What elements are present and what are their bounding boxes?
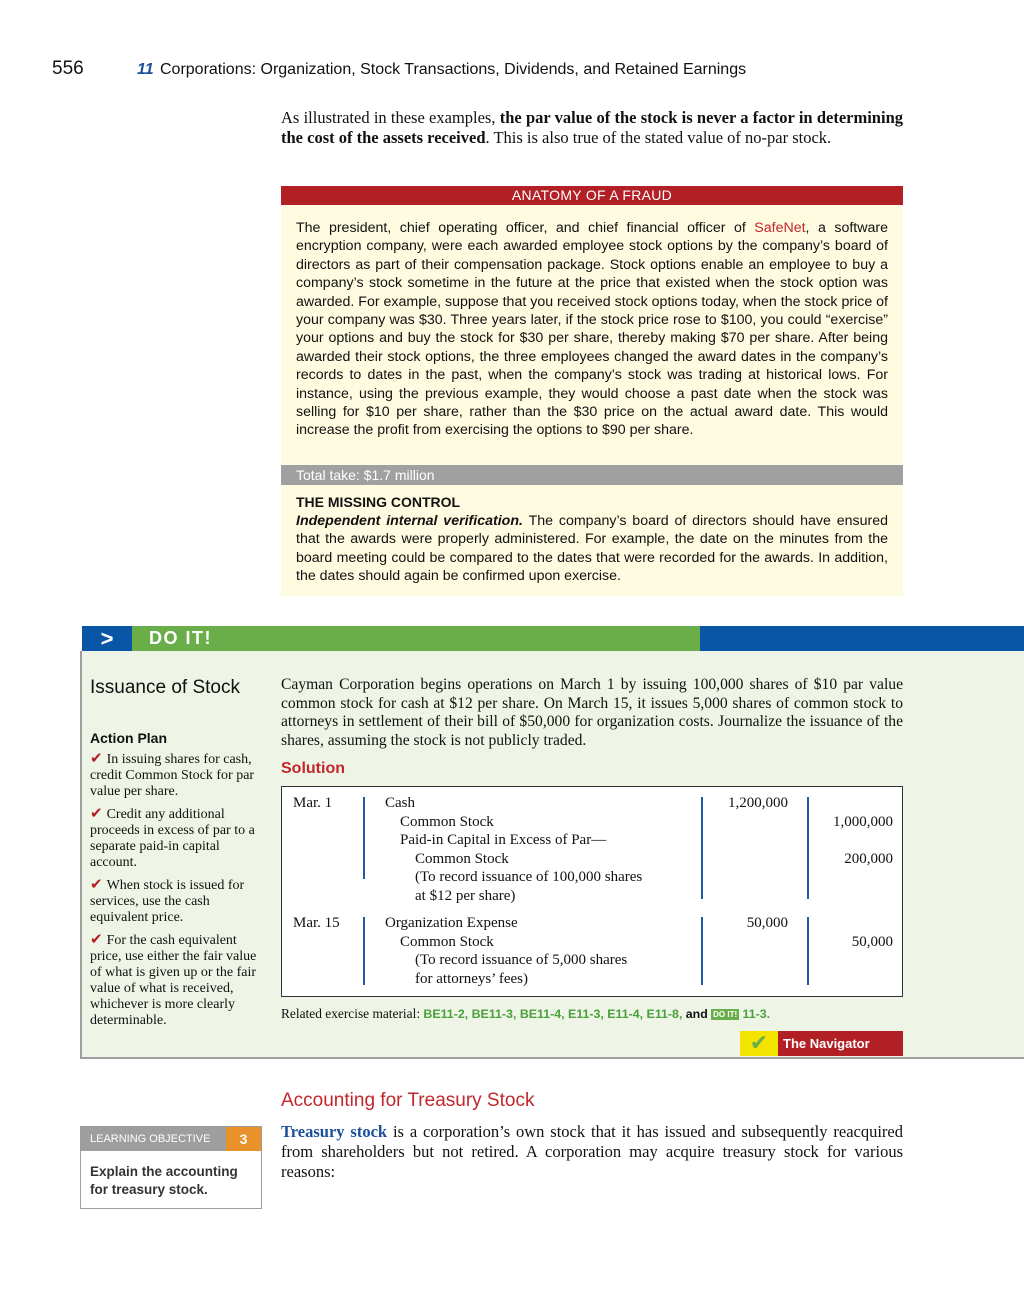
fraud-text	[296, 219, 888, 440]
learning-objective-number: 3	[226, 1127, 261, 1151]
navigator-label: The Navigator	[783, 1036, 870, 1051]
chevron-right-icon: >	[82, 626, 132, 651]
action-plan-list	[90, 750, 270, 1034]
journal-credit: 50,000	[851, 934, 893, 950]
intro-lead: As illustrated in these examples,	[281, 108, 500, 127]
related-last-item[interactable]: 11-3.	[742, 1007, 771, 1021]
fraud-text-after: , a software encryption company, were each awarded employee stock options by the company’s board of directors as part of their compensation package. Stock options enable an employee to buy a company’s stock sometime in the future at the price that existed when the stock option was awarded. For example, suppose that you received stock options today, when the stock price of your company was $30. Three years later, if the stock price rose to $100, you could “exercise” your options and buy the stock for $30 per share, thereby making $70 per share. After being awarded their stock options, the three employees changed the award dates in the company’s records to dates in the past, when the company’s stock was trading at historical lows. For instance, using the previous example, they would choose a past date when the stock was selling for $10 per share, rather than the $30 price on the actual award date. This would increase the profit from exercising the options to $90 per share.	[296, 220, 888, 439]
treasury-text: is a corporation’s own stock that it has issued and subsequently reacquired from shareholders but not retired. A corporation may acquire treasury stock for various reasons:	[281, 1122, 903, 1181]
check-icon: ✔	[90, 804, 103, 822]
related-exercises	[281, 1006, 770, 1022]
action-plan-text: For the cash equivalent price, use either the fair value of what is given up or the fair value of what is received, whichever is more clearly determinable.	[90, 933, 257, 1028]
journal-debit: 50,000	[746, 915, 788, 931]
action-plan-item	[90, 931, 270, 1029]
learning-objective-text: Explain the accounting for treasury stock.	[90, 1164, 238, 1197]
journal-account: Common Stock	[415, 851, 509, 867]
journal-account: Paid-in Capital in Excess of Par—	[400, 832, 607, 848]
action-plan-title: Action Plan	[90, 730, 168, 746]
journal-explanation: at $12 per share)	[415, 888, 516, 904]
journal-account: Common Stock	[400, 814, 494, 830]
related-and: and	[685, 1007, 708, 1021]
check-icon: ✔	[740, 1031, 778, 1056]
section-heading: Accounting for Treasury Stock	[281, 1090, 535, 1111]
journal-explanation: (To record issuance of 100,000 shares	[415, 869, 643, 885]
missing-control-text	[296, 512, 888, 586]
check-icon: ✔	[90, 875, 103, 893]
fraud-company-name: SafeNet	[754, 220, 806, 236]
missing-control-body: The company’s board of directors should have ensured that the awards were properly administered. For example, the date on the minutes from the board meeting could be compared to the dates that were recorded for the awards. In addition, the dates should again be confirmed upon exercise.	[296, 513, 888, 585]
journal-rule	[807, 917, 809, 985]
solution-label: Solution	[281, 760, 345, 777]
action-plan-text: When stock is issued for services, use the cash equivalent price.	[90, 878, 245, 925]
problem-statement: Cayman Corporation begins operations on March 1 by issuing 100,000 shares of $10 par value common stock for cash at $12 per share. On March 15, it issues 5,000 shares of common stock to attorneys in settlement of their bill of $50,000 for organization costs. Journalize the issuance of the shares, assuming the stock is not publicly traded.	[281, 676, 903, 749]
journal-entry-table	[281, 786, 903, 997]
journal-debit: 1,200,000	[728, 795, 788, 811]
do-it-bar-extension	[700, 626, 1024, 651]
total-take-text: Total take: $1.7 million	[296, 467, 435, 483]
page-number: 556	[52, 58, 84, 79]
treasury-paragraph	[281, 1122, 903, 1182]
do-it-label: DO IT!	[149, 628, 212, 648]
action-plan-text: In issuing shares for cash, credit Common Stock for par value per share.	[90, 752, 255, 799]
journal-account: Common Stock	[400, 934, 494, 950]
action-plan-item	[90, 876, 270, 926]
chapter-number: 11	[137, 61, 154, 78]
related-items[interactable]: BE11-2, BE11-3, BE11-4, E11-3, E11-4, E11-8,	[423, 1007, 683, 1021]
check-icon: ✔	[90, 749, 103, 767]
journal-rule	[701, 917, 703, 985]
fraud-heading: ANATOMY OF A FRAUD	[281, 186, 903, 205]
journal-account: Cash	[385, 795, 415, 811]
journal-credit: 1,000,000	[833, 814, 893, 830]
check-icon: ✔	[90, 930, 103, 948]
total-take-bar	[281, 465, 903, 485]
journal-account: Organization Expense	[385, 915, 518, 931]
journal-date: Mar. 1	[293, 795, 333, 811]
treasury-term: Treasury stock	[281, 1122, 388, 1141]
do-it-topic: Issuance of Stock	[90, 677, 240, 698]
action-plan-item	[90, 805, 270, 871]
journal-rule	[363, 797, 365, 879]
journal-explanation: for attorneys’ fees)	[415, 971, 528, 987]
related-label: Related exercise material:	[281, 1006, 424, 1021]
journal-date: Mar. 15	[293, 915, 340, 931]
journal-rule	[363, 917, 365, 985]
do-it-badge: DO IT!	[713, 1010, 738, 1019]
journal-rule	[701, 797, 703, 899]
learning-objective-label	[81, 1127, 226, 1151]
fraud-text-before: The president, chief operating officer, and chief financial officer of	[296, 220, 755, 236]
missing-control-lead: Independent internal verification.	[296, 513, 523, 529]
action-plan-item	[90, 750, 270, 800]
journal-rule	[807, 797, 809, 899]
journal-explanation: (To record issuance of 5,000 shares	[415, 952, 628, 968]
action-plan-text: Credit any additional proceeds in excess of par to a separate paid-in capital account.	[90, 807, 255, 870]
learning-objective-label-text: LEARNING OBJECTIVE	[90, 1133, 211, 1145]
journal-credit: 200,000	[844, 851, 893, 867]
intro-paragraph	[281, 108, 903, 148]
intro-emphasis: the par value of the stock is never a factor in determining the cost of the assets received	[281, 108, 903, 147]
missing-control-heading: THE MISSING CONTROL	[296, 494, 461, 510]
chapter-title: Corporations: Organization, Stock Transactions, Dividends, and Retained Earnings	[160, 61, 747, 78]
intro-tail: . This is also true of the stated value of no-par stock.	[485, 128, 832, 147]
